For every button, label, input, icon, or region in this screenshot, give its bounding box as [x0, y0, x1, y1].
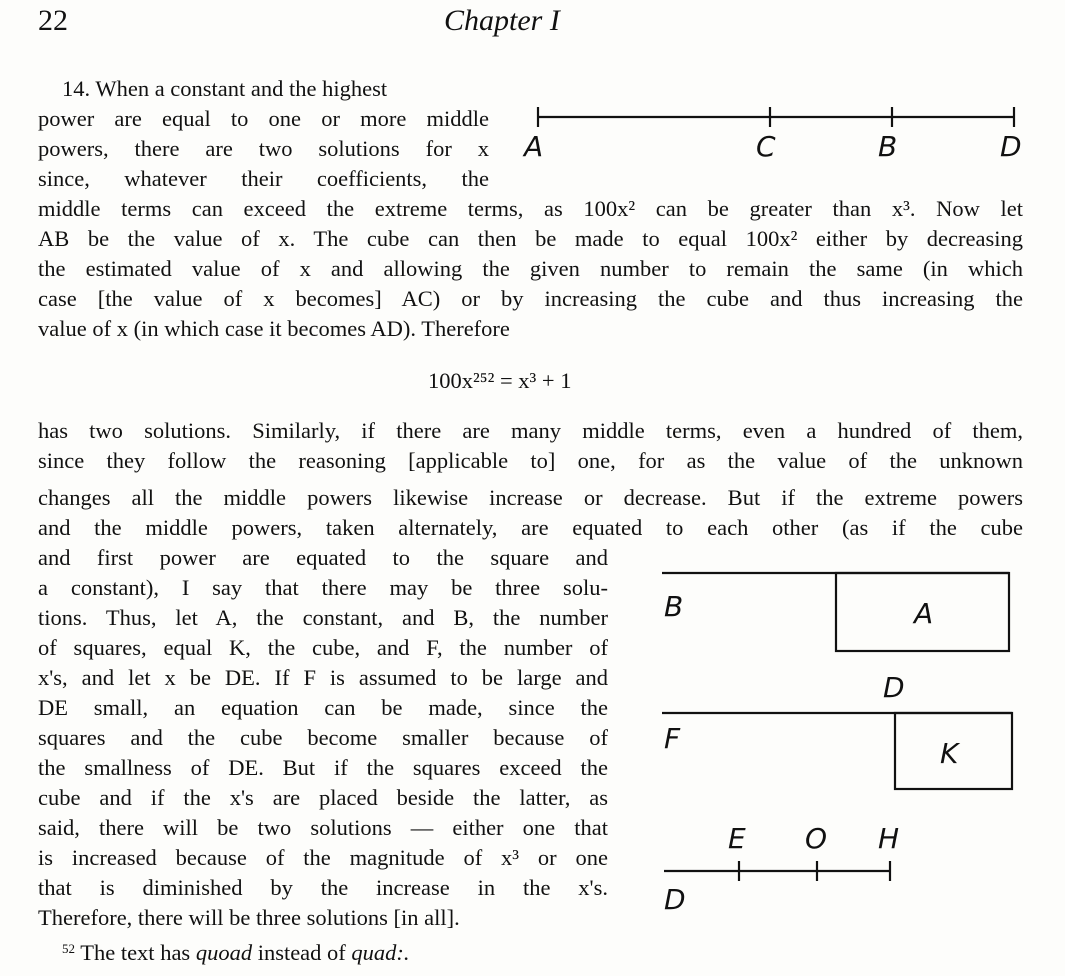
fig2-label-f: F	[664, 722, 681, 755]
text-line: x's, and let x be DE. If F is assumed to be large and	[38, 665, 608, 690]
footnote-text: The text has	[75, 940, 196, 965]
text-line: powers, there are two solutions for x	[38, 136, 489, 161]
footnote-mark: 52	[62, 941, 75, 956]
text-line: case [the value of x becomes] AC) or by increasing the cube and thus increasing the	[38, 286, 1023, 311]
text-line: the estimated value of x and allowing the given number to remain the same (in which	[38, 256, 1023, 281]
text-line: that is diminished by the increase in the x's.	[38, 875, 608, 900]
fig1-label-c: C	[756, 130, 776, 163]
footnote-word: quad:.	[351, 940, 410, 965]
text-line: cube and if the x's are placed beside the latter, as	[38, 785, 608, 810]
equation: 100x²⁵² = x³ + 1	[428, 368, 572, 393]
text-line: is increased because of the magnitude of x³ or one	[38, 845, 608, 870]
text-line: value of x (in which case it becomes AD). Therefore	[38, 316, 510, 341]
fig2-label-a: A	[914, 597, 934, 630]
fig3-label-o: O	[805, 822, 828, 855]
fig3-label-d: D	[664, 883, 686, 916]
text-line: since they follow the reasoning [applicable to] one, for as the value of the unknown	[38, 448, 1023, 473]
text-line: a constant), I say that there may be three solu-	[38, 575, 608, 600]
fig3-label-h: H	[878, 822, 900, 855]
text-line: 14. When a constant and the highest	[62, 76, 388, 101]
footnote-text: instead of	[252, 940, 352, 965]
fig2-label-k: K	[940, 737, 959, 770]
text-line: and the middle powers, taken alternately, are equated to each other (as if the cube	[38, 515, 1023, 540]
text-line: tions. Thus, let A, the constant, and B, the number	[38, 605, 608, 630]
footnote-word: quoad	[195, 940, 253, 965]
text-line: power are equal to one or more middle	[38, 106, 489, 131]
fig1-label-b: B	[878, 130, 898, 163]
text-line: the smallness of DE. But if the squares exceed the	[38, 755, 608, 780]
text-line: and first power are equated to the square and	[38, 545, 608, 570]
text-line: squares and the cube become smaller because of	[38, 725, 608, 750]
text-line: has two solutions. Similarly, if there are many middle terms, even a hundred of them,	[38, 418, 1023, 443]
page-number: 22	[38, 4, 68, 37]
fig2-label-d: D	[883, 671, 905, 704]
text-line: Therefore, there will be three solutions [in all].	[38, 905, 460, 930]
fig2-label-b: B	[664, 590, 684, 623]
text-line: said, there will be two solutions — either one that	[38, 815, 608, 840]
text-line: middle terms can exceed the extreme terms, as 100x² can be greater than x³. Now let	[38, 196, 1023, 221]
chapter-title: Chapter I	[444, 4, 560, 37]
fig1-label-d: D	[1000, 130, 1022, 163]
text-line: AB be the value of x. The cube can then be made to equal 100x² either by decreasing	[38, 226, 1023, 251]
fig1-label-a: A	[524, 130, 544, 163]
text-line: of squares, equal K, the cube, and F, the number of	[38, 635, 608, 660]
text-line: changes all the middle powers likewise increase or decrease. But if the extreme powers	[38, 485, 1023, 510]
text-line: DE small, an equation can be made, since the	[38, 695, 608, 720]
fig3-label-e: E	[728, 822, 746, 855]
text-line: since, whatever their coefficients, the	[38, 166, 489, 191]
